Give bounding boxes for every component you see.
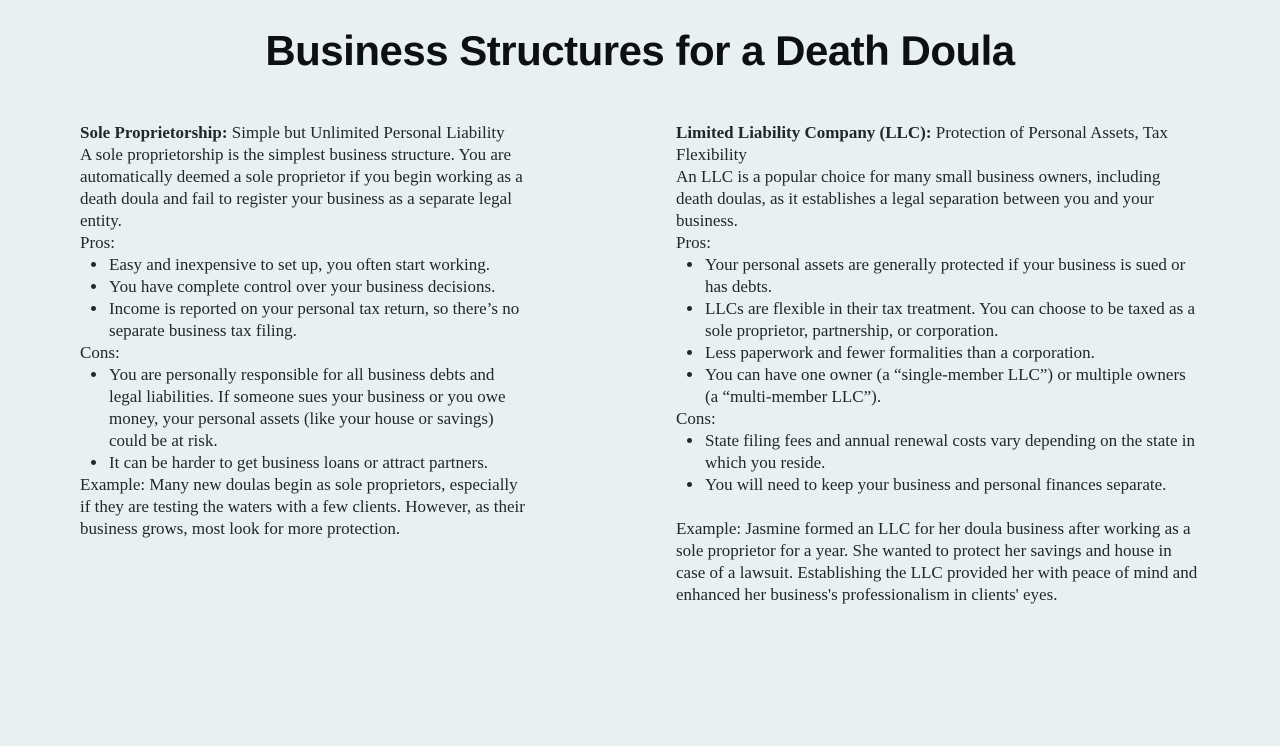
bullet-item: • You will need to keep your business and personal finances separate. xyxy=(704,474,1200,496)
bullet-item: • Less paperwork and fewer formalities than a corporation. xyxy=(704,342,1200,364)
bullet-item: • Income is reported on your personal tax return, so there’s no separate business tax filing. xyxy=(108,298,526,342)
page-title: Business Structures for a Death Doula xyxy=(265,27,1015,74)
bullet-item: • You have complete control over your business decisions. xyxy=(108,276,526,298)
section-heading xyxy=(80,122,526,144)
bullet-item: • You can have one owner (a “single-member LLC”) or multiple owners (a “multi-member LLC”). xyxy=(704,364,1200,408)
section-heading-term: Limited Liability Company (LLC): xyxy=(676,123,932,142)
section-heading xyxy=(676,122,1200,166)
section-heading-subtitle: Simple but Unlimited Personal Liability xyxy=(227,123,505,142)
pros-list xyxy=(676,254,1200,408)
columns-container xyxy=(0,122,1280,606)
bullet-item: • Easy and inexpensive to set up, you often start working. xyxy=(108,254,526,276)
section-heading-subtitle: Protection of Personal Assets, Tax Flexibility xyxy=(676,123,1168,164)
bullet-item: • Your personal assets are generally protected if your business is sued or has debts. xyxy=(704,254,1200,298)
slide xyxy=(0,26,1280,746)
cons-list xyxy=(676,430,1200,496)
section-intro: An LLC is a popular choice for many small business owners, including death doulas, as it establishes a legal separation between you and your business. xyxy=(676,167,1161,230)
cons-label: Cons: xyxy=(676,409,716,428)
section-example: Example: Jasmine formed an LLC for her doula business after working as a sole proprietor for a year. She wanted to protect her savings and house in case of a lawsuit. Establishing the LLC provided her with peace of mind and enhanced her business's professionalism in clients' eyes. xyxy=(676,519,1198,604)
column-sole-proprietorship xyxy=(80,122,526,606)
pros-list xyxy=(80,254,526,342)
pros-label: Pros: xyxy=(80,233,115,252)
section-example: Example: Many new doulas begin as sole proprietors, especially if they are testing the waters with a few clients. However, as their business grows, most look for more protection. xyxy=(80,475,525,538)
section-intro: A sole proprietorship is the simplest business structure. You are automatically deemed a sole proprietor if you begin working as a death doula and fail to register your business as a separate legal entity. xyxy=(80,145,523,230)
bullet-item: • LLCs are flexible in their tax treatment. You can choose to be taxed as a sole proprietor, partnership, or corporation. xyxy=(704,298,1200,342)
section-heading-term: Sole Proprietorship: xyxy=(80,123,228,142)
bullet-item: • State filing fees and annual renewal costs vary depending on the state in which you reside. xyxy=(704,430,1200,474)
pros-label: Pros: xyxy=(676,233,711,252)
cons-list xyxy=(80,364,526,474)
bullet-item: • It can be harder to get business loans or attract partners. xyxy=(108,452,526,474)
cons-label: Cons: xyxy=(80,343,120,362)
bullet-item: • You are personally responsible for all business debts and legal liabilities. If someone sues your business or you owe money, your personal assets (like your house or savings) could be at risk. xyxy=(108,364,526,452)
column-llc xyxy=(676,122,1200,606)
